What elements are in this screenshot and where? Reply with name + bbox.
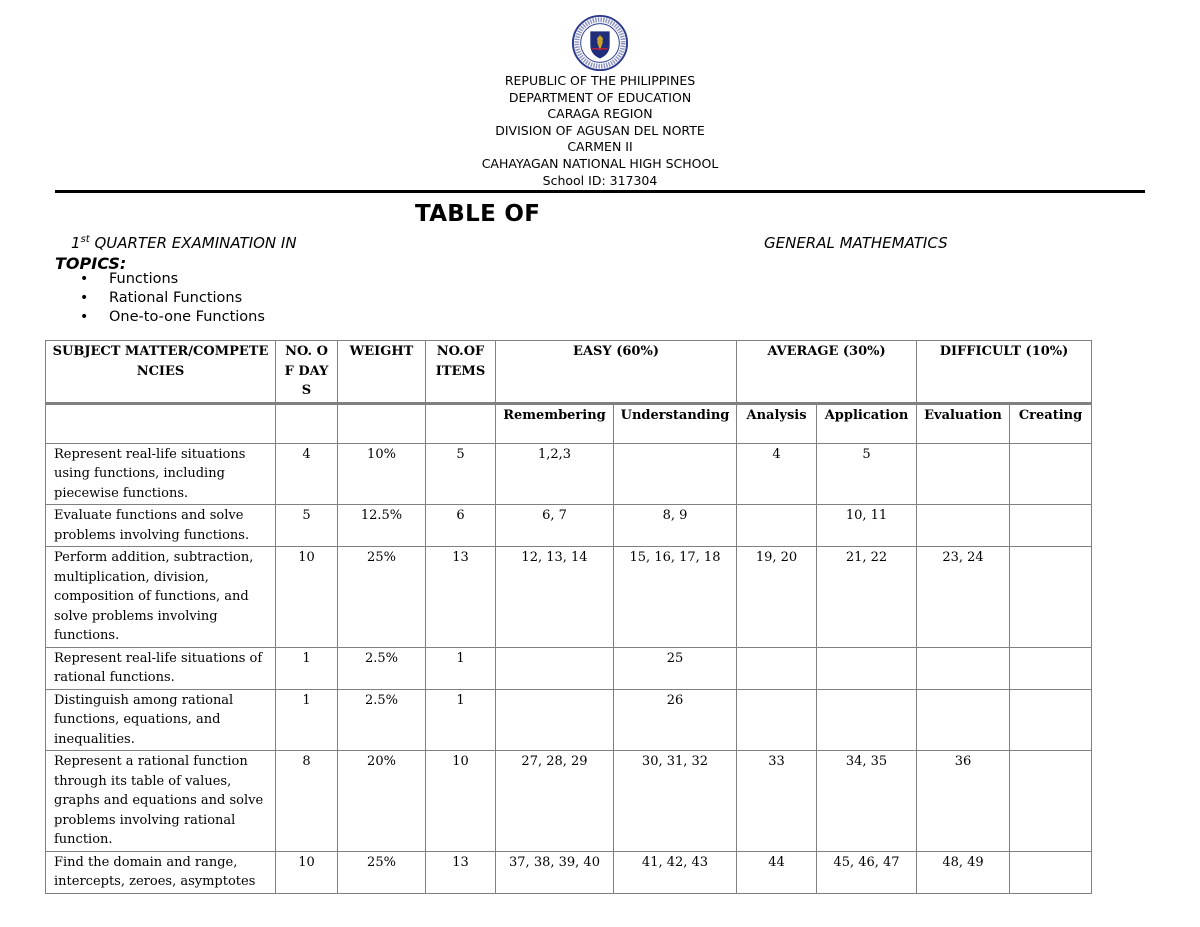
cell-items: 13: [426, 547, 496, 648]
header-competency: SUBJECT MATTER/COMPETENCIES: [46, 341, 276, 404]
cell-remembering: 6, 7: [496, 505, 614, 547]
cell-understanding: 26: [614, 689, 737, 751]
table-row: [46, 689, 1092, 751]
cell-remembering: 1,2,3: [496, 443, 614, 505]
topics-label: TOPICS:: [55, 254, 127, 273]
cell-items: 5: [426, 443, 496, 505]
subheader-empty: [338, 403, 426, 443]
cell-evaluation: 36: [917, 751, 1010, 852]
school-id: School ID: 317304: [542, 172, 658, 188]
subheader-application: Application: [817, 403, 917, 443]
cell-items: 10: [426, 751, 496, 852]
cell-competency: Evaluate functions and solve problems involving functions.: [46, 505, 276, 547]
cell-evaluation: 48, 49: [917, 851, 1010, 893]
letterhead-line: CARMEN II: [567, 139, 633, 155]
table-header-row: [46, 341, 1092, 404]
cell-days: 5: [276, 505, 338, 547]
table-row: [46, 443, 1092, 505]
cell-evaluation: [917, 647, 1010, 689]
cell-weight: 12.5%: [338, 505, 426, 547]
header-weight: WEIGHT: [338, 341, 426, 404]
subheader-creating: Creating: [1010, 403, 1092, 443]
cell-creating: [1010, 689, 1092, 751]
subheader-empty: [426, 403, 496, 443]
cell-days: 1: [276, 689, 338, 751]
cell-competency: Represent real-life situations using functions, including piecewise functions.: [46, 443, 276, 505]
subheader-evaluation: Evaluation: [917, 403, 1010, 443]
cell-application: 10, 11: [817, 505, 917, 547]
quarter-ordinal: 1: [71, 234, 81, 252]
cell-analysis: [737, 647, 817, 689]
header-days: NO. OF DAYS: [276, 341, 338, 404]
cell-analysis: 4: [737, 443, 817, 505]
letterhead-line: REPUBLIC OF THE PHILIPPINES: [504, 73, 696, 88]
cell-competency: Find the domain and range, intercepts, zeroes, asymptotes: [46, 851, 276, 893]
table-row: [46, 751, 1092, 852]
table-row: [46, 505, 1092, 547]
header-divider: [55, 190, 1145, 193]
cell-understanding: [614, 443, 737, 505]
cell-competency: Perform addition, subtraction, multiplication, division, composition of functions, and solve problems involving functions.: [46, 547, 276, 648]
cell-days: 10: [276, 547, 338, 648]
cell-items: 13: [426, 851, 496, 893]
cell-analysis: 19, 20: [737, 547, 817, 648]
cell-weight: 25%: [338, 851, 426, 893]
bullet-icon: •: [80, 309, 89, 325]
header-difficult: DIFFICULT (10%): [917, 341, 1092, 404]
cell-application: 5: [817, 443, 917, 505]
letterhead-line: CAHAYAGAN NATIONAL HIGH SCHOOL: [481, 155, 719, 171]
letterhead-line: DEPARTMENT OF EDUCATION: [508, 89, 692, 105]
letterhead-line: CARAGA REGION: [547, 106, 653, 122]
cell-competency: Represent real-life situations of rational functions.: [46, 647, 276, 689]
subheader-empty: [46, 403, 276, 443]
table-row: [46, 647, 1092, 689]
table-of-specifications: [45, 340, 1092, 894]
cell-creating: [1010, 647, 1092, 689]
cell-application: 45, 46, 47: [817, 851, 917, 893]
cell-creating: [1010, 505, 1092, 547]
cell-evaluation: 23, 24: [917, 547, 1010, 648]
header-items: NO.OF ITEMS: [426, 341, 496, 404]
cell-days: 10: [276, 851, 338, 893]
cell-remembering: [496, 647, 614, 689]
cell-days: 8: [276, 751, 338, 852]
subject-heading: GENERAL MATHEMATICS: [764, 234, 948, 252]
cell-analysis: [737, 505, 817, 547]
cell-weight: 25%: [338, 547, 426, 648]
cell-evaluation: [917, 443, 1010, 505]
table-row: [46, 851, 1092, 893]
quarter-heading: [71, 234, 297, 252]
cell-weight: 2.5%: [338, 647, 426, 689]
cell-creating: [1010, 851, 1092, 893]
cell-application: [817, 647, 917, 689]
quarter-text: QUARTER EXAMINATION IN: [89, 234, 297, 252]
cell-application: 34, 35: [817, 751, 917, 852]
table-subheader-row: [46, 403, 1092, 443]
cell-remembering: 27, 28, 29: [496, 751, 614, 852]
table-row: [46, 547, 1092, 648]
letterhead: [0, 73, 1200, 189]
cell-understanding: 8, 9: [614, 505, 737, 547]
subheader-understanding: Understanding: [614, 403, 737, 443]
cell-analysis: [737, 689, 817, 751]
cell-competency: Represent a rational function through its table of values, graphs and equations and solve problems involving rational function.: [46, 751, 276, 852]
cell-application: 21, 22: [817, 547, 917, 648]
cell-understanding: 30, 31, 32: [614, 751, 737, 852]
bullet-icon: •: [80, 290, 89, 306]
cell-understanding: 41, 42, 43: [614, 851, 737, 893]
header-easy: EASY (60%): [496, 341, 737, 404]
quarter-ordinal-suffix: st: [80, 234, 90, 245]
letterhead-line: DIVISION OF AGUSAN DEL NORTE: [495, 122, 705, 138]
document-title: TABLE OF: [415, 201, 541, 227]
cell-evaluation: [917, 505, 1010, 547]
cell-understanding: 25: [614, 647, 737, 689]
subheader-empty: [276, 403, 338, 443]
cell-remembering: [496, 689, 614, 751]
cell-application: [817, 689, 917, 751]
cell-competency: Distinguish among rational functions, equations, and inequalities.: [46, 689, 276, 751]
deped-seal-icon: [571, 14, 629, 72]
cell-weight: 2.5%: [338, 689, 426, 751]
cell-days: 4: [276, 443, 338, 505]
cell-items: 6: [426, 505, 496, 547]
cell-days: 1: [276, 647, 338, 689]
cell-weight: 10%: [338, 443, 426, 505]
cell-items: 1: [426, 647, 496, 689]
cell-analysis: 33: [737, 751, 817, 852]
header-average: AVERAGE (30%): [737, 341, 917, 404]
bullet-icon: •: [80, 271, 89, 287]
cell-weight: 20%: [338, 751, 426, 852]
cell-creating: [1010, 547, 1092, 648]
cell-creating: [1010, 751, 1092, 852]
subheader-remembering: Remembering: [496, 403, 614, 443]
subheader-analysis: Analysis: [737, 403, 817, 443]
cell-creating: [1010, 443, 1092, 505]
cell-remembering: 12, 13, 14: [496, 547, 614, 648]
cell-items: 1: [426, 689, 496, 751]
cell-understanding: 15, 16, 17, 18: [614, 547, 737, 648]
cell-evaluation: [917, 689, 1010, 751]
cell-analysis: 44: [737, 851, 817, 893]
cell-remembering: 37, 38, 39, 40: [496, 851, 614, 893]
